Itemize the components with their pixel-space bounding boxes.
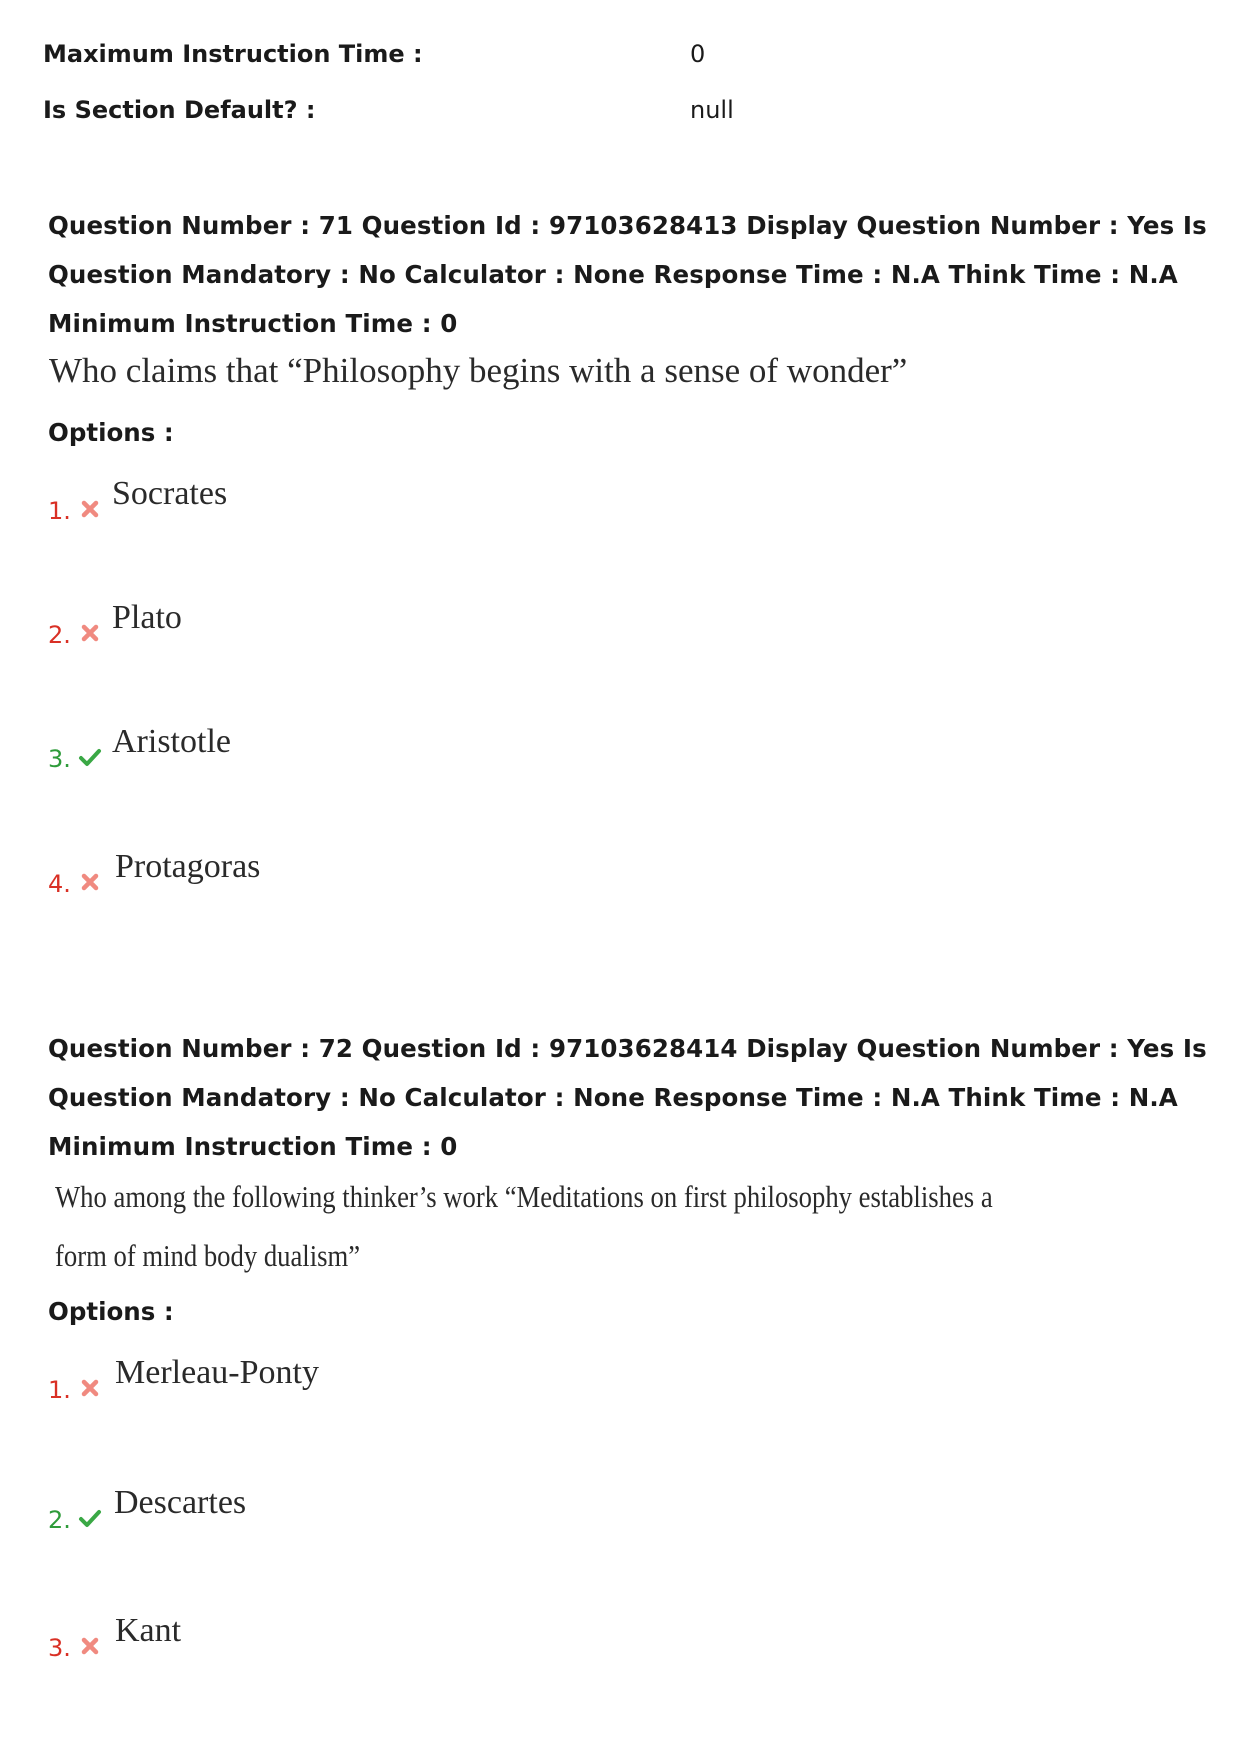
option-number: 2. — [48, 1506, 71, 1534]
cross-icon — [78, 497, 102, 521]
option-text: Aristotle — [112, 723, 231, 760]
option-text: Descartes — [114, 1484, 247, 1521]
options-label: Options : — [48, 418, 174, 447]
option-text: Kant — [115, 1612, 182, 1649]
option-number: 2. — [48, 621, 71, 649]
option-number: 3. — [48, 1634, 71, 1662]
question-text-line-2: form of mind body dualism” — [55, 1238, 361, 1273]
cross-icon — [78, 1634, 102, 1658]
cross-icon — [78, 870, 102, 894]
question-header: Question Number : 72 Question Id : 97103628414 Display Question Number : Yes Is Question Mandatory : No Calculator : None Response Time : N.A Think Time : N.A Minimum Instruction Time : 0 — [48, 1034, 1207, 1161]
cross-icon — [78, 1376, 102, 1400]
max-instruction-time-label: Maximum Instruction Time : — [43, 40, 423, 68]
option-text: Plato — [112, 599, 182, 636]
option-number: 1. — [48, 497, 71, 525]
check-icon — [78, 1506, 102, 1530]
cross-icon — [78, 621, 102, 645]
option-number: 4. — [48, 870, 71, 898]
options-label: Options : — [48, 1297, 174, 1326]
question-text: Who claims that “Philosophy begins with a sense of wonder” — [49, 351, 908, 390]
option-text: Socrates — [112, 475, 228, 512]
option-number: 3. — [48, 745, 71, 773]
option-text: Merleau-Ponty — [115, 1354, 319, 1391]
is-section-default-label: Is Section Default? : — [43, 96, 316, 124]
question-header: Question Number : 71 Question Id : 97103628413 Display Question Number : Yes Is Question Mandatory : No Calculator : None Response Time : N.A Think Time : N.A Minimum Instruction Time : 0 — [48, 211, 1207, 338]
question-text-line-1: Who among the following thinker’s work “Meditations on first philosophy establishes a — [55, 1179, 993, 1214]
max-instruction-time-value: 0 — [690, 40, 706, 68]
is-section-default-value: null — [690, 96, 734, 124]
option-number: 1. — [48, 1376, 71, 1404]
option-text: Protagoras — [115, 848, 261, 885]
check-icon — [78, 745, 102, 769]
